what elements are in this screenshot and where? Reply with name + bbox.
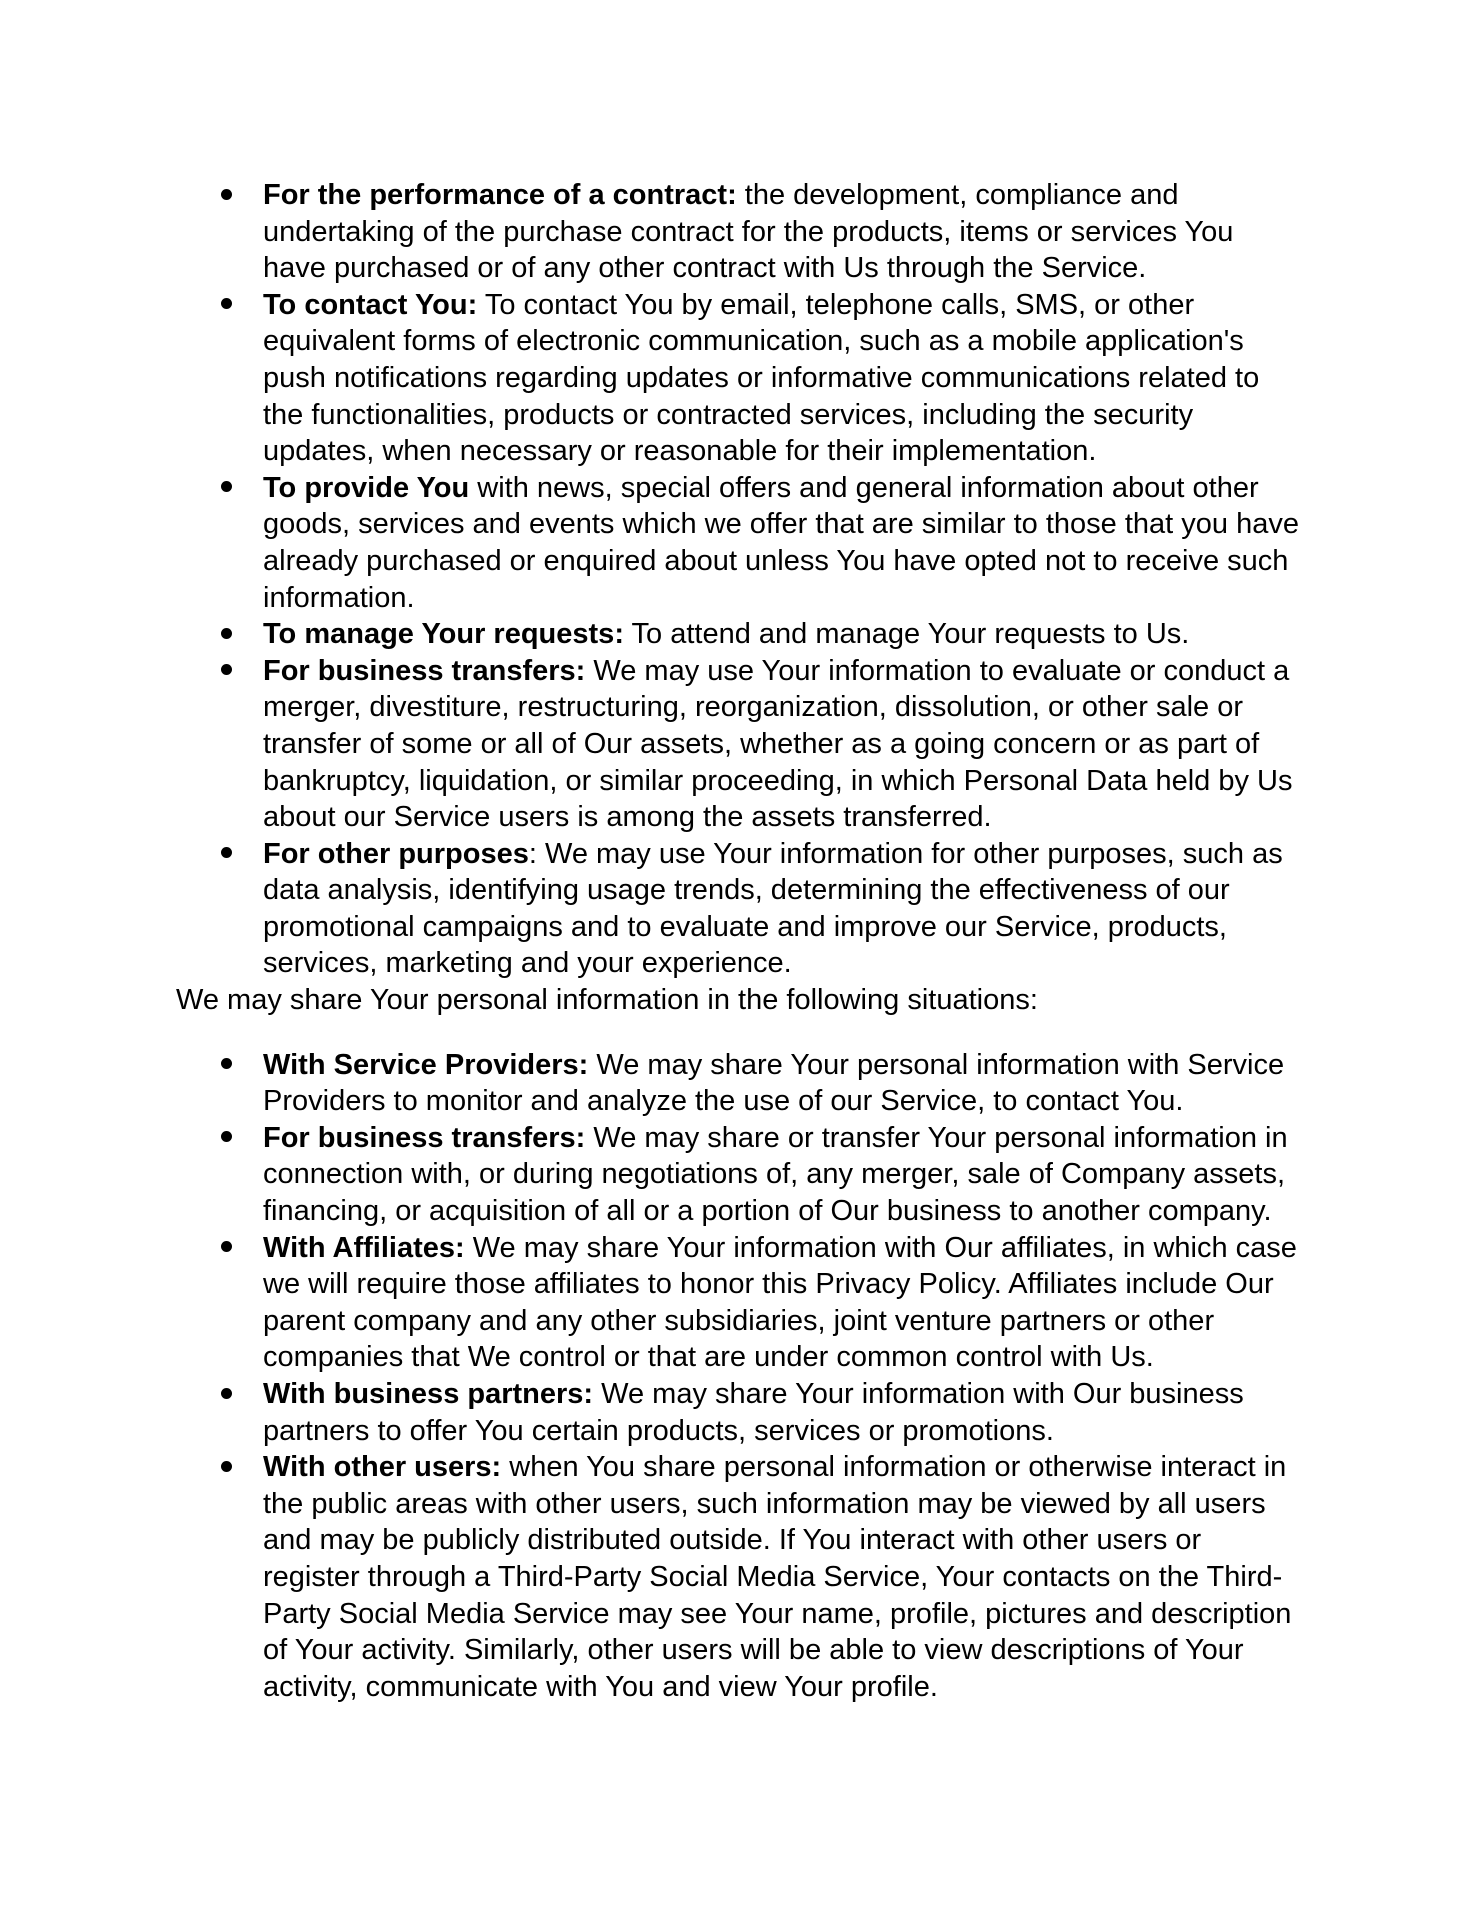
list-item-lead-bold: To contact You: xyxy=(263,288,478,321)
share-intro-paragraph: We may share Your personal information in the following situations: xyxy=(176,984,1038,1017)
list-item-text: To contact You by email, telephone calls, SMS, or other equivalent forms of electronic communication, such as a mobile application's push notifications regarding updates or informative communications related to the functionalities, products or contracted services, including the security updates, when necessary or reasonable for their implementation. xyxy=(263,288,1260,468)
bullet-icon xyxy=(221,628,232,639)
list-item-to-provide-you xyxy=(263,470,1303,616)
list-item-text: We may share Your information with Our business partners to offer You certain products, services or promotions. xyxy=(263,1378,1244,1447)
list-item-text: We may share Your personal information with Service Providers to monitor and analyze the use of our Service, to contact You. xyxy=(263,1048,1285,1118)
list-item-text: the development, compliance and undertaking of the purchase contract for the products, items or services You have purchased or of any other contract with Us through the Service. xyxy=(263,179,1234,285)
list-item-text: We may share Your information with Our affiliates, in which case we will require those affiliates to honor this Privacy Policy. Affiliates include Our parent company and any other subsidiaries, joint venture partners or other companies that We control or that are under common control with Us. xyxy=(263,1231,1297,1374)
sharing-bullet-list xyxy=(176,1047,1312,1706)
list-item-business-transfers-use xyxy=(263,653,1303,836)
list-item-text: To attend and manage Your requests to Us. xyxy=(623,618,1190,651)
list-item-with-business-partners xyxy=(263,1376,1303,1449)
purposes-bullet-list xyxy=(176,177,1312,982)
list-item-other-purposes xyxy=(263,836,1303,982)
list-item-text: We may use Your information to evaluate or conduct a merger, divestiture, restructuring, reorganization, dissolution, or other sale or transfer of some or all of Our assets, whether as a going concern or as part of bankruptcy, liquidation, or similar proceeding, in which Personal Data held by Us about our Service users is among the assets transferred. xyxy=(263,654,1293,834)
bullet-icon xyxy=(221,1388,232,1399)
bullet-icon xyxy=(221,1058,232,1069)
list-item-performance-of-contract xyxy=(263,177,1303,287)
bullet-icon xyxy=(221,189,232,200)
list-item-text: We may share or transfer Your personal information in connection with, or during negotiations of, any merger, sale of Company assets, financing, or acquisition of all or a portion of Our business to another company. xyxy=(263,1121,1288,1228)
list-item-lead-bold: For business transfers: xyxy=(263,654,586,687)
bullet-icon xyxy=(221,298,232,309)
list-item-text: with news, special offers and general information about other goods, services and events which we offer that are similar to those that you have already purchased or enquired about unless You have opted not to receive such information. xyxy=(263,471,1299,614)
bullet-icon xyxy=(221,1131,232,1142)
list-item-lead-bold: With other users: xyxy=(263,1451,502,1484)
list-item-manage-requests xyxy=(263,616,1303,653)
list-item-with-service-providers xyxy=(263,1047,1303,1120)
list-item-text: : We may use Your information for other purposes, such as data analysis, identifying usage trends, determining the effectiveness of our promotional campaigns and to evaluate and improve our Service, products, services, marketing and your experience. xyxy=(263,837,1283,980)
list-item-business-transfers-share xyxy=(263,1120,1303,1230)
bullet-icon xyxy=(221,481,232,492)
list-item-with-affiliates xyxy=(263,1230,1303,1376)
bullet-icon xyxy=(221,1241,232,1252)
list-item-lead-bold: With business partners: xyxy=(263,1378,594,1410)
privacy-policy-page-body xyxy=(176,177,1312,1705)
list-item-lead-bold: With Service Providers: xyxy=(263,1048,589,1081)
bullet-icon xyxy=(221,664,232,675)
bullet-icon xyxy=(221,847,232,858)
list-item-lead-bold: To provide You xyxy=(263,471,470,504)
list-item-lead-bold: With Affiliates: xyxy=(263,1231,465,1264)
list-item-lead-bold: For the performance of a contract: xyxy=(263,179,737,211)
list-item-with-other-users xyxy=(263,1449,1303,1705)
list-item-lead-bold: To manage Your requests: xyxy=(263,618,624,651)
list-item-to-contact-you xyxy=(263,287,1303,470)
list-item-text: when You share personal information or otherwise interact in the public areas with other users, such information may be viewed by all users and may be publicly distributed outside. If You interact with other users or register through a Third-Party Social Media Service, Your contacts on the Third-Party Social Media Service may see Your name, profile, pictures and description of Your activity. Similarly, other users will be able to view descriptions of Your activity, communicate with You and view Your profile. xyxy=(263,1451,1292,1703)
bullet-icon xyxy=(221,1461,232,1472)
list-item-lead-bold: For business transfers: xyxy=(263,1121,586,1154)
list-item-lead-bold: For other purposes xyxy=(263,837,529,870)
